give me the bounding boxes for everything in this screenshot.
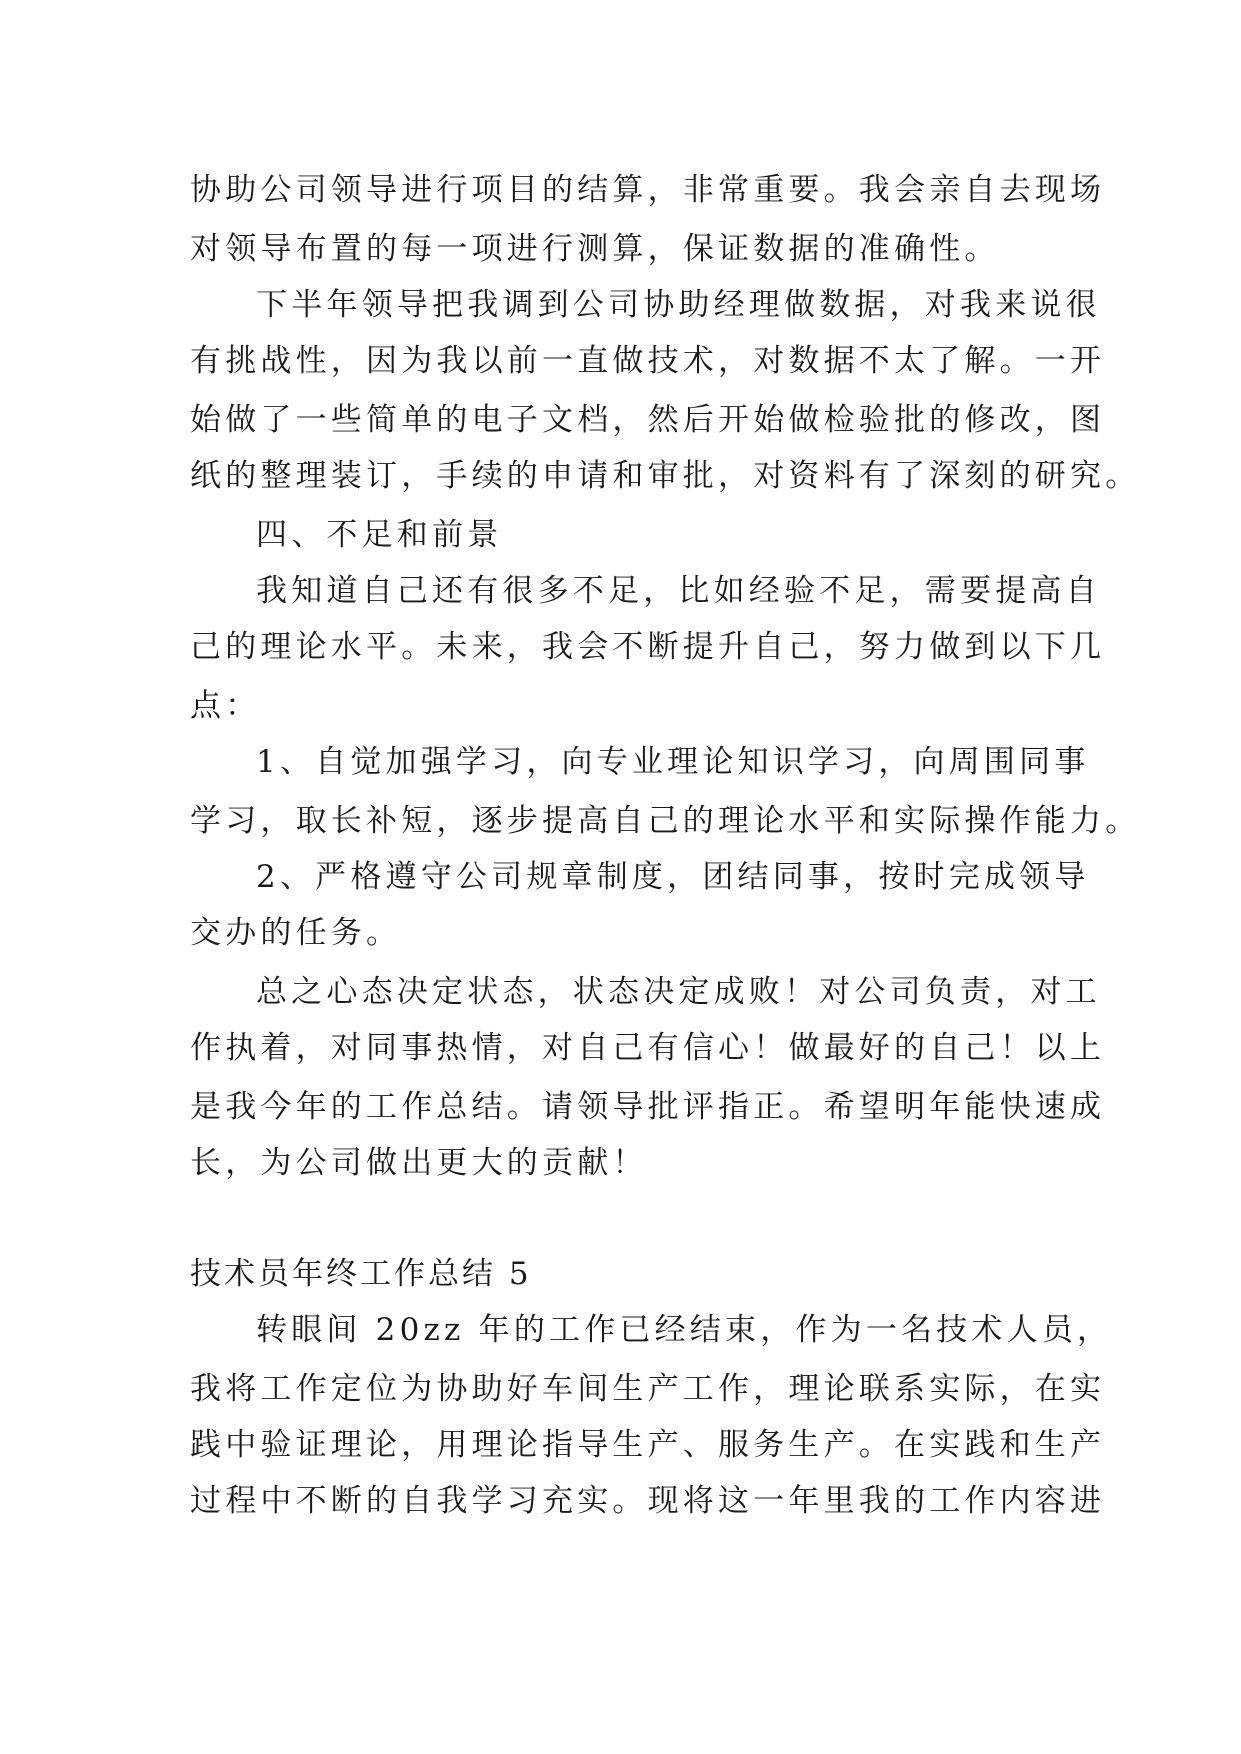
paragraph-line: 己的理论水平。未来，我会不断提升自己，努力做到以下几 — [190, 629, 1106, 665]
list-item-line: 学习，取长补短，逐步提高自己的理论水平和实际操作能力。 — [190, 803, 1141, 839]
paragraph-line: 转眼间 20zz 年的工作已经结束，作为一名技术人员， — [256, 1312, 1113, 1348]
list-item-line: 2、严格遵守公司规章制度，团结同事，按时完成领导 — [256, 859, 1090, 895]
paragraph-line: 下半年领导把我调到公司协助经理做数据，对我来说很 — [256, 287, 1101, 323]
paragraph-line: 是我今年的工作总结。请领导批评指正。希望明年能快速成 — [190, 1089, 1106, 1125]
paragraph-line: 过程中不断的自我学习充实。现将这一年里我的工作内容进 — [190, 1483, 1106, 1519]
paragraph-line: 我知道自己还有很多不足，比如经验不足，需要提高自 — [256, 573, 1101, 609]
paragraph-line: 我将工作定位为协助好车间生产工作，理论联系实际，在实 — [190, 1371, 1106, 1407]
paragraph-line: 对领导布置的每一项进行测算，保证数据的准确性。 — [190, 231, 1000, 267]
paragraph-line: 协助公司领导进行项目的结算，非常重要。我会亲自去现场 — [190, 172, 1106, 208]
list-item-line: 1、自觉加强学习，向专业理论知识学习，向周围同事 — [256, 744, 1090, 780]
section-title: 技术员年终工作总结 5 — [190, 1256, 532, 1292]
paragraph-line: 点： — [190, 688, 261, 724]
paragraph-line: 长，为公司做出更大的贡献！ — [190, 1145, 648, 1181]
paragraph-line: 纸的整理装订，手续的申请和审批，对资料有了深刻的研究。 — [190, 458, 1141, 494]
paragraph-line: 践中验证理论，用理论指导生产、服务生产。在实践和生产 — [190, 1427, 1106, 1463]
list-item-line: 交办的任务。 — [190, 915, 402, 951]
section-heading: 四、不足和前景 — [256, 517, 503, 553]
paragraph-line: 有挑战性，因为我以前一直做技术，对数据不太了解。一开 — [190, 343, 1106, 379]
paragraph-line: 总之心态决定状态，状态决定成败！对公司负责，对工 — [256, 974, 1101, 1010]
paragraph-line: 作执着，对同事热情，对自己有信心！做最好的自己！以上 — [190, 1030, 1106, 1066]
paragraph-line: 始做了一些简单的电子文档，然后开始做检验批的修改，图 — [190, 402, 1106, 438]
